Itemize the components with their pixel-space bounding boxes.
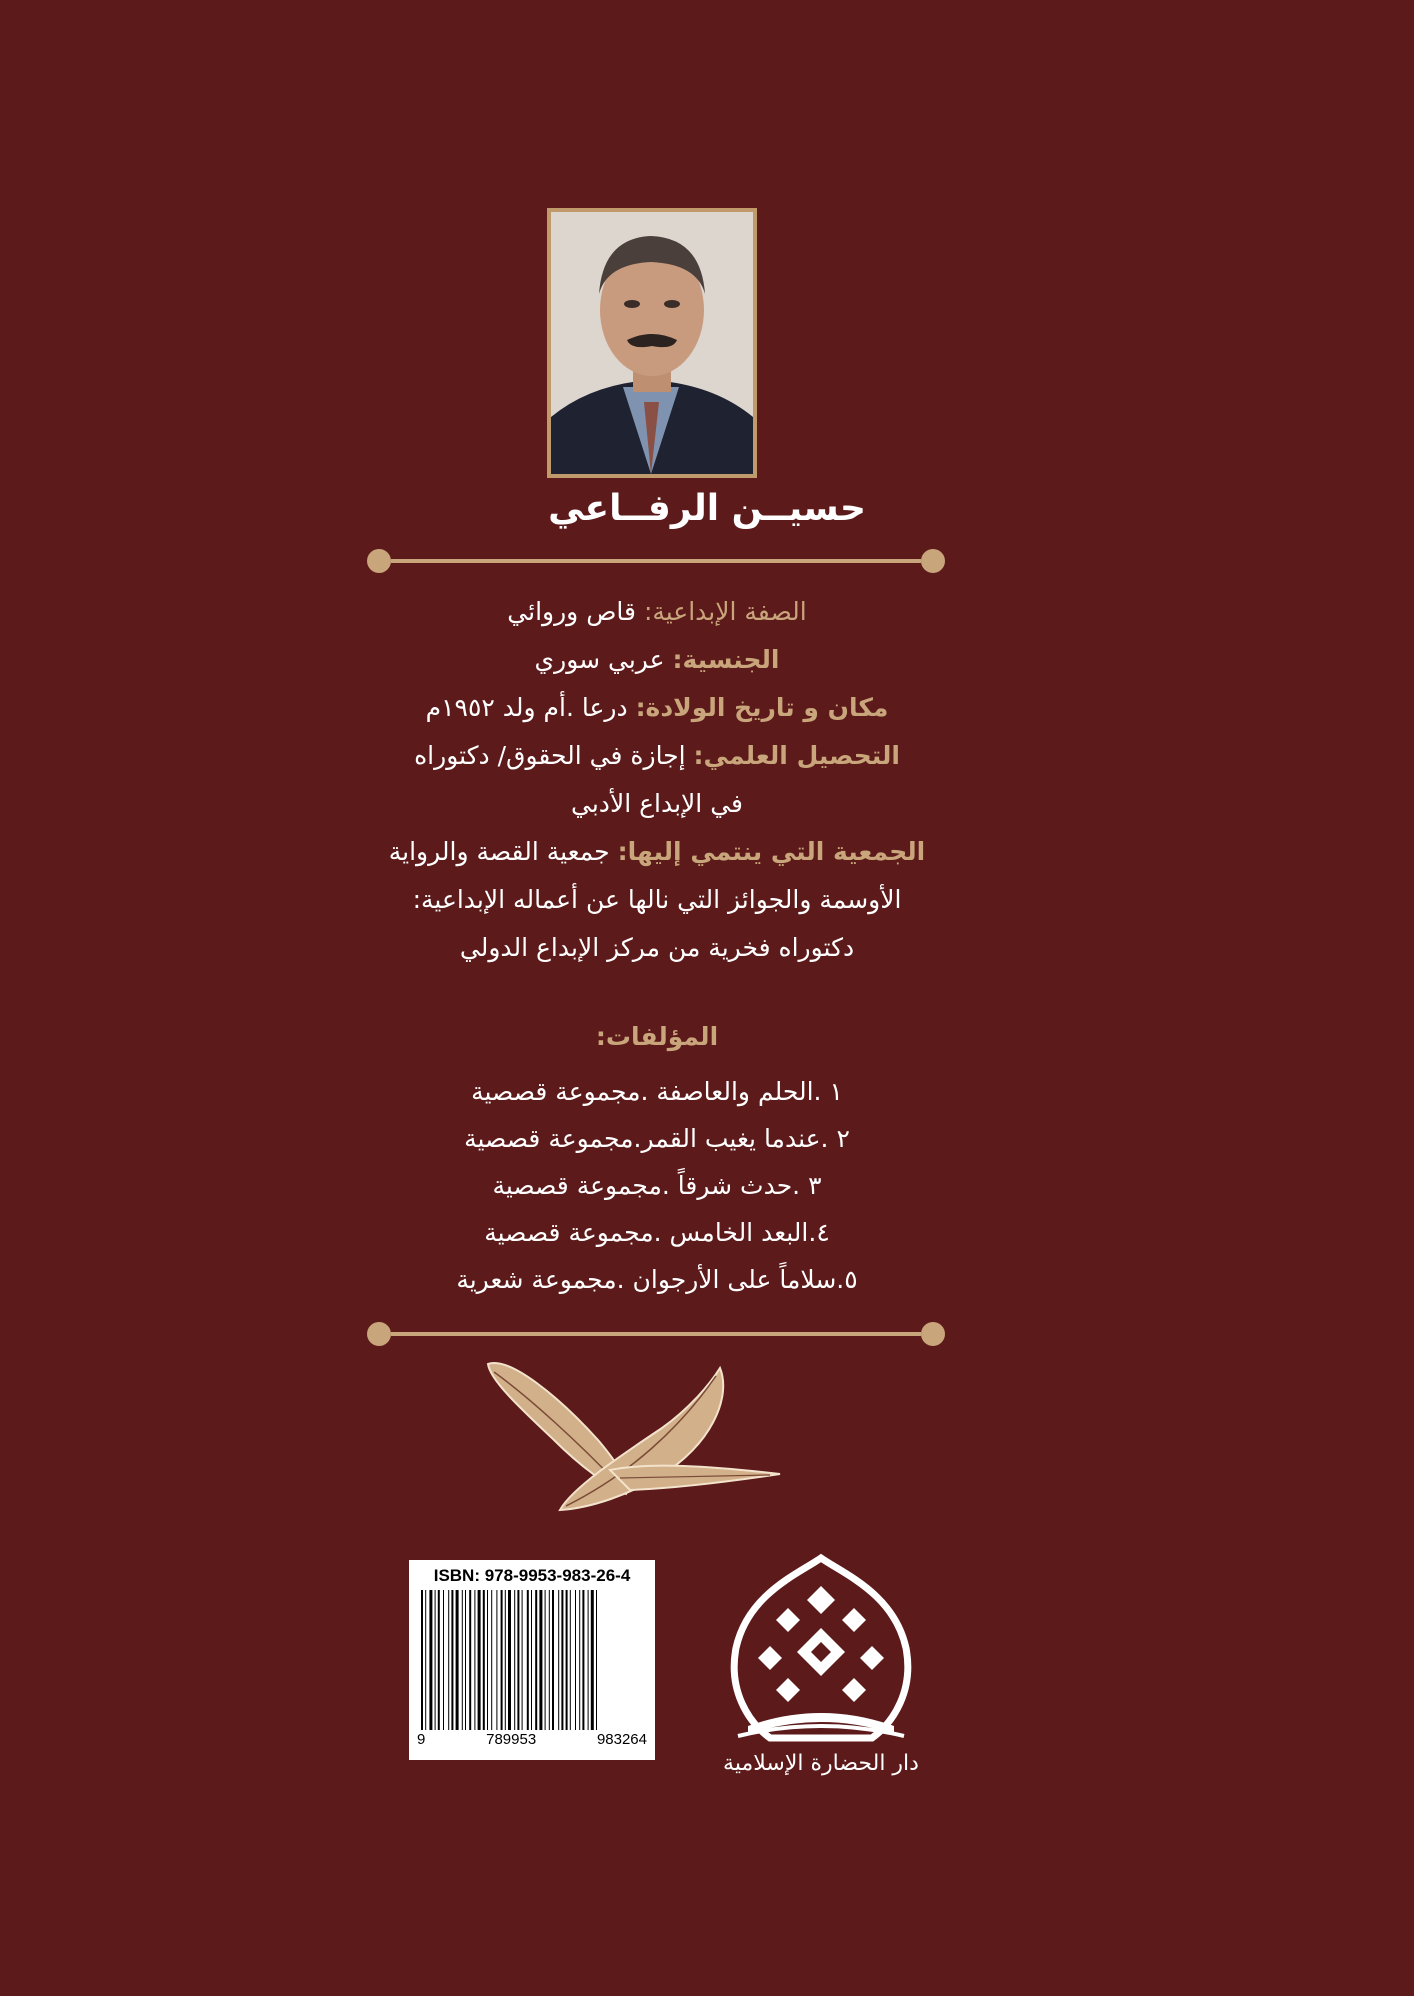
barcode-bar: [579, 1590, 580, 1730]
barcode-bar: [474, 1590, 475, 1730]
barcode-bar: [425, 1590, 426, 1730]
barcode-bar: [575, 1590, 576, 1730]
barcode-bar: [570, 1590, 571, 1730]
barcode-bar: [483, 1590, 485, 1730]
bio-line-education-cont: في الإبداع الأدبي: [571, 789, 743, 818]
works-list-item: ٣ .حدث شرقاً .مجموعة قصصية: [492, 1171, 822, 1200]
works-list: [357, 1068, 957, 1303]
publisher-logo-icon: [718, 1550, 924, 1780]
barcode-bar: [531, 1590, 532, 1730]
barcode-bar: [558, 1590, 559, 1730]
barcode-bar: [496, 1590, 497, 1730]
barcode-bar: [478, 1590, 481, 1730]
barcode-bars: [417, 1590, 647, 1730]
author-photo: [547, 208, 757, 478]
barcode-bar: [588, 1590, 589, 1730]
publisher-name: دار الحضارة الإسلامية: [723, 1751, 919, 1776]
barcode-bar: [514, 1590, 515, 1730]
bio-line-awards-heading: الأوسمة والجوائز التي نالها عن أعماله الإبداعية:: [412, 885, 902, 914]
barcode-bar: [491, 1590, 492, 1730]
barcode-bar: [539, 1590, 542, 1730]
works-list-item: ٢ .عندما يغيب القمر.مجموعة قصصية: [464, 1124, 850, 1153]
barcode-bar: [545, 1590, 546, 1730]
bio-line-creative-role: الصفة الإبداعية: قاص وروائي: [507, 597, 807, 626]
bio-line-nationality: الجنسية: عربي سوري: [534, 645, 780, 674]
barcode-bar: [443, 1590, 444, 1730]
author-name: حسيــن الرفــاعي: [548, 488, 866, 529]
bio-line-birth: مكان و تاريخ الولادة: درعا .أم ولد ١٩٥٢م: [425, 693, 889, 722]
isbn-label: ISBN: 978-9953-983-26-4: [433, 1566, 631, 1585]
barcode-bar: [456, 1590, 459, 1730]
barcode-bar: [517, 1590, 519, 1730]
works-title: المؤلفات:: [595, 1022, 719, 1051]
author-bio: [357, 588, 957, 972]
barcode-bar: [591, 1590, 594, 1730]
barcode-bar: [582, 1590, 584, 1730]
isbn-barcode: [409, 1560, 655, 1760]
bio-line-association: الجمعية التي ينتمي إليها: جمعية القصة والرواية: [388, 837, 926, 866]
works-list-item: ١ .الحلم والعاصفة .مجموعة قصصية: [471, 1077, 843, 1106]
bio-line-education: التحصيل العلمي: إجازة في الحقوق/ دكتوراه: [414, 741, 900, 770]
crossed-quills-icon: [480, 1358, 880, 1518]
top-divider: [365, 547, 947, 575]
barcode-bar: [421, 1590, 423, 1730]
barcode-bar: [561, 1590, 563, 1730]
barcode-bar: [462, 1590, 463, 1730]
barcode-bar: [438, 1590, 440, 1730]
barcode-bar: [522, 1590, 523, 1730]
barcode-bar: [549, 1590, 550, 1730]
works-list-item: ٤.البعد الخامس .مجموعة قصصية: [484, 1218, 830, 1247]
barcode-bar: [527, 1590, 529, 1730]
bottom-divider: [365, 1320, 947, 1348]
barcode-bar: [508, 1590, 511, 1730]
barcode-bar: [596, 1590, 597, 1730]
barcode-bar: [505, 1590, 506, 1730]
barcode-digits: 9 789953 983264: [417, 1731, 647, 1748]
barcode-bar: [552, 1590, 554, 1730]
barcode-bar: [429, 1590, 432, 1730]
barcode-bar: [566, 1590, 568, 1730]
barcode-bar: [469, 1590, 471, 1730]
barcode-bar: [451, 1590, 453, 1730]
barcode-bar: [448, 1590, 449, 1730]
author-portrait-image: [551, 212, 753, 474]
barcode-bar: [435, 1590, 436, 1730]
barcode-bar: [487, 1590, 488, 1730]
barcode-bar: [501, 1590, 503, 1730]
bio-line-awards: دكتوراه فخرية من مركز الإبداع الدولي: [459, 933, 855, 962]
barcode-bar: [535, 1590, 537, 1730]
barcode-bar: [465, 1590, 466, 1730]
works-list-item: ٥.سلاماً على الأرجوان .مجموعة شعرية: [456, 1265, 858, 1294]
